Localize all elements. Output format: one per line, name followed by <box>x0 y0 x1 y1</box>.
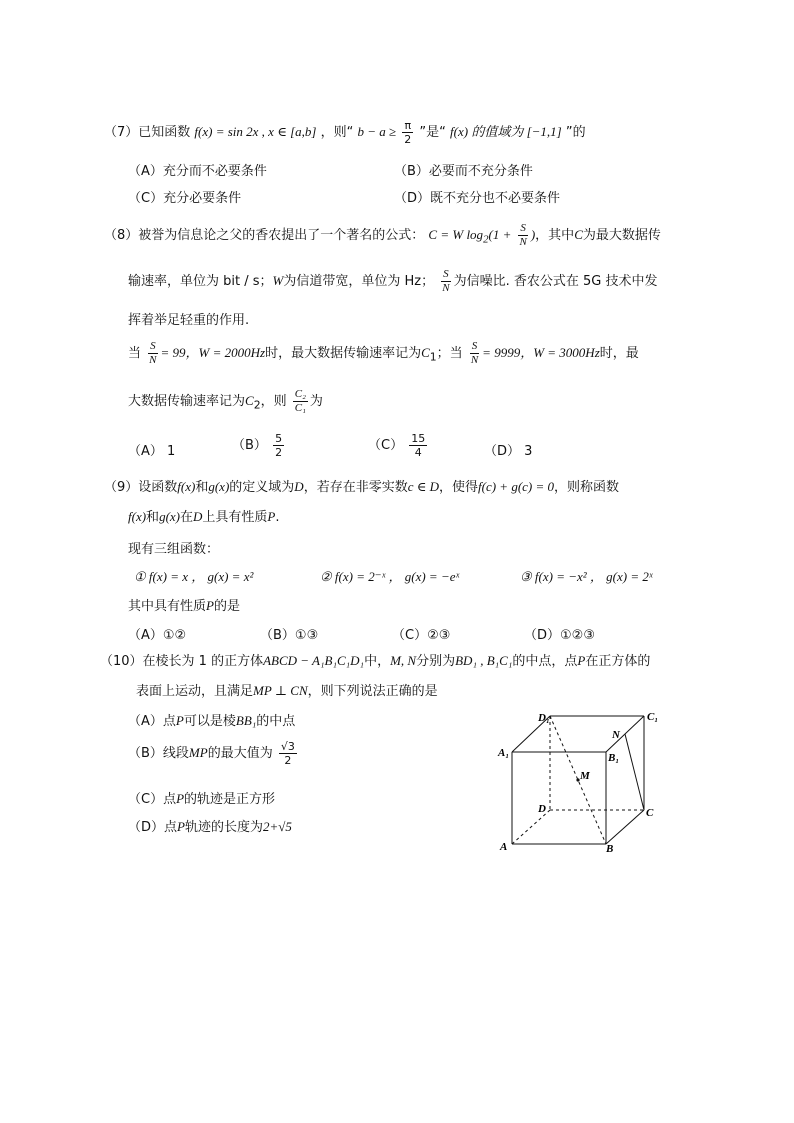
q10-text: 分别为 <box>416 654 456 669</box>
q9-option-d: （D）①②③ <box>524 628 595 643</box>
q10-text: 在正方体的 <box>585 654 651 669</box>
q10-math: P <box>176 791 185 806</box>
q7-option-b: （B）必要而不充分条件 <box>394 164 533 179</box>
log-base: 2 <box>483 233 489 246</box>
q8-text: 输速率，单位为 bit / s； <box>128 274 273 289</box>
q10-text: （C）点 <box>128 792 177 807</box>
q10-math: P <box>177 819 185 834</box>
q8-text: 为 <box>309 394 323 409</box>
q10-math: P <box>175 713 184 728</box>
q8-text: 时，最大数据传输速率记为 <box>265 346 422 361</box>
q10-math: ABCD − A₁B₁C₁D₁ <box>263 653 365 668</box>
q10-text: 轨迹的长度为 <box>184 820 263 835</box>
label-m: M <box>580 770 590 782</box>
q9-line1 <box>104 476 619 499</box>
frac-num: S <box>443 268 449 280</box>
frac-den: N <box>149 354 157 366</box>
frac-num: S <box>520 222 526 234</box>
q7-text: （7）已知函数 <box>104 125 191 140</box>
frac-den: N <box>470 354 479 366</box>
q9-option-c: （C）②③ <box>392 628 451 643</box>
q8-text: 为信道带宽，单位为 Hz； <box>283 274 435 289</box>
q8-line1 <box>104 222 661 251</box>
q8-line5 <box>128 388 323 415</box>
c2-sub: 2 <box>253 398 261 412</box>
q9-math: f(x) <box>128 509 147 524</box>
q10-math: BD₁ , B₁C₁ <box>455 653 513 668</box>
pi-over-2 <box>402 119 413 146</box>
frac-num: √3 <box>280 740 295 753</box>
edge-bc <box>606 810 644 844</box>
option-label: （B） <box>232 438 267 453</box>
c2-var: C <box>245 393 254 408</box>
q10-line1 <box>100 650 650 673</box>
s-over-n <box>147 340 158 367</box>
q8-text: 当 <box>128 346 142 361</box>
label-a1: A₁ <box>498 747 510 759</box>
s-over-n <box>517 222 528 249</box>
segment-cn <box>625 734 644 810</box>
q10-option-c <box>128 788 275 807</box>
shannon-formula: C = W log <box>428 227 484 242</box>
q8-math: W = 3000Hz <box>533 345 600 360</box>
frac-num: 5 <box>275 432 283 445</box>
q9-group-1: ① f(x) = x ， g(x) = x² <box>134 569 254 584</box>
q9-text: 其中具有性质 <box>128 599 207 614</box>
q10-text: （B）线段 <box>128 746 189 761</box>
frac-num: C₂ <box>294 388 306 400</box>
q8-text: （8）被誉为信息论之父的香农提出了一个著名的公式： <box>104 228 425 243</box>
q10-math: MP <box>188 745 208 760</box>
fifteen-quarters <box>409 432 427 459</box>
frac-num: S <box>150 340 156 352</box>
q7-stem <box>104 119 586 146</box>
q9-text: 的是 <box>213 599 240 614</box>
q9-math: P <box>267 509 276 524</box>
q7-option-a: （A）充分而不必要条件 <box>128 164 267 179</box>
c-var: C <box>574 227 583 242</box>
label-b: B <box>606 843 614 855</box>
q10-option-d <box>128 816 292 835</box>
q9-math: P <box>206 598 214 613</box>
q10-math: BB₁ <box>235 713 257 728</box>
cube-diagram <box>494 704 664 858</box>
edge-ad <box>512 810 550 844</box>
q9-math: f(c) + g(c) = 0 <box>478 479 555 494</box>
q10-text: ，则下列说法正确的是 <box>307 684 438 699</box>
q10-text: 表面上运动，且满足 <box>136 684 254 699</box>
q8-text: 为信噪比. 香农公式在 5G 技术中发 <box>453 274 658 289</box>
q8-option-d: （D） 3 <box>484 444 533 459</box>
option-label: （C） <box>368 438 404 453</box>
s-over-n <box>469 340 480 367</box>
label-n: N <box>612 729 620 741</box>
q7-func: f(x) = sin 2x , x ∈ [a,b] <box>194 124 317 139</box>
q9-math: D <box>294 479 304 494</box>
q9-text: ，则称函数 <box>554 480 620 495</box>
shannon-formula: (1 + <box>488 227 512 242</box>
q10-math: MP ⊥ CN <box>253 683 308 698</box>
frac-num: π <box>404 119 412 132</box>
sqrt3-over-2 <box>279 740 297 767</box>
q8-text: 时，最 <box>599 346 639 361</box>
q7-option-d: （D）既不充分也不必要条件 <box>394 191 561 206</box>
frac-den: 2 <box>275 446 283 459</box>
label-c1: C₁ <box>647 711 659 723</box>
frac-den: 2 <box>404 133 412 146</box>
q10-text: 可以是棱 <box>183 714 236 729</box>
frac-den: 4 <box>414 446 422 459</box>
q8-text: ；当 <box>436 346 463 361</box>
c2-over-c1 <box>293 388 308 415</box>
q9-group-2: ② f(x) = 2⁻ˣ ， g(x) = −eˣ <box>320 569 460 584</box>
q9-text: （9）设函数 <box>104 480 178 495</box>
q9-text: 在 <box>180 510 194 525</box>
label-a: A <box>500 841 508 853</box>
frac-den: C₁ <box>294 402 306 414</box>
c1-var: C <box>421 345 430 360</box>
q7-cond: b − a ≥ <box>357 124 397 139</box>
frac-den: N <box>442 282 450 294</box>
q8-option-c <box>368 432 429 459</box>
q8-line4 <box>128 340 639 367</box>
label-d1: D₁ <box>538 712 550 724</box>
c1-sub: 1 <box>429 350 437 364</box>
label-c: C <box>646 807 654 819</box>
q8-text: 大数据传输速率记为 <box>128 394 246 409</box>
q10-math: 2+√5 <box>262 819 292 834</box>
q9-line5 <box>128 595 240 614</box>
q9-text: ，若存在非零实数 <box>303 480 408 495</box>
q7-range: f(x) 的值域为 [−1,1] <box>450 124 562 139</box>
q8-math: W = 2000Hz <box>198 345 266 360</box>
label-d: D <box>538 803 546 815</box>
q10-text: 的轨迹是正方形 <box>184 792 276 807</box>
frac-num: S <box>471 340 478 352</box>
q10-text: 的中点，点 <box>512 654 578 669</box>
q8-option-b <box>232 432 286 459</box>
q9-math: g(x) <box>208 479 230 494</box>
five-halves <box>273 432 284 459</box>
q10-text: 的最大值为 <box>207 746 273 761</box>
q10-text: （D）点 <box>128 820 178 835</box>
frac-num: 15 <box>411 432 426 445</box>
q8-text: ，其中 <box>535 228 575 243</box>
q9-text: 上具有性质 <box>202 510 268 525</box>
q9-group-3: ③ f(x) = −x² ， g(x) = 2ˣ <box>520 569 653 584</box>
q10-line2 <box>136 680 438 699</box>
q7-option-c: （C）充分必要条件 <box>128 191 242 206</box>
shannon-formula: ) <box>530 227 536 242</box>
w-var: W <box>272 273 284 288</box>
q10-text: 中， <box>364 654 391 669</box>
q10-text: 的中点 <box>256 714 296 729</box>
q9-line3: 现有三组函数： <box>128 542 220 557</box>
q7-text: ”是“ <box>419 125 446 140</box>
q9-math: D <box>193 509 203 524</box>
q10-option-b <box>128 740 299 767</box>
q9-text: 和 <box>195 480 209 495</box>
q8-math: = 99， <box>160 345 199 360</box>
q8-text: 为最大数据传 <box>582 228 661 243</box>
q7-text: ，则“ <box>320 125 354 140</box>
q8-math: = 9999， <box>482 345 534 360</box>
q8-option-a: （A） 1 <box>128 444 176 459</box>
q9-text: . <box>275 510 280 525</box>
q10-text: （10）在棱长为 1 的正方体 <box>100 654 264 669</box>
q9-math: g(x) <box>159 509 180 524</box>
q9-text: 和 <box>146 510 160 525</box>
q9-line2 <box>128 506 280 525</box>
q10-text: （A）点 <box>128 714 176 729</box>
q9-math: c ∈ D <box>407 479 439 494</box>
q9-text: ，使得 <box>438 480 478 495</box>
q9-option-b: （B）①③ <box>260 628 319 643</box>
q8-line3: 挥着举足轻重的作用. <box>128 313 250 328</box>
frac-den: 2 <box>284 754 292 767</box>
q8-text: ，则 <box>260 394 287 409</box>
q9-math: f(x) <box>177 479 196 494</box>
q9-option-a: （A）①② <box>128 628 187 643</box>
q7-text: ”的 <box>565 125 586 140</box>
q8-line2 <box>128 268 657 295</box>
frac-den: N <box>519 236 527 248</box>
q10-option-a <box>128 710 295 729</box>
label-b1: B₁ <box>608 752 620 764</box>
q10-math: P <box>577 653 586 668</box>
q9-text: 的定义域为 <box>229 480 295 495</box>
q10-math: M, N <box>390 653 417 668</box>
s-over-n <box>440 268 451 295</box>
